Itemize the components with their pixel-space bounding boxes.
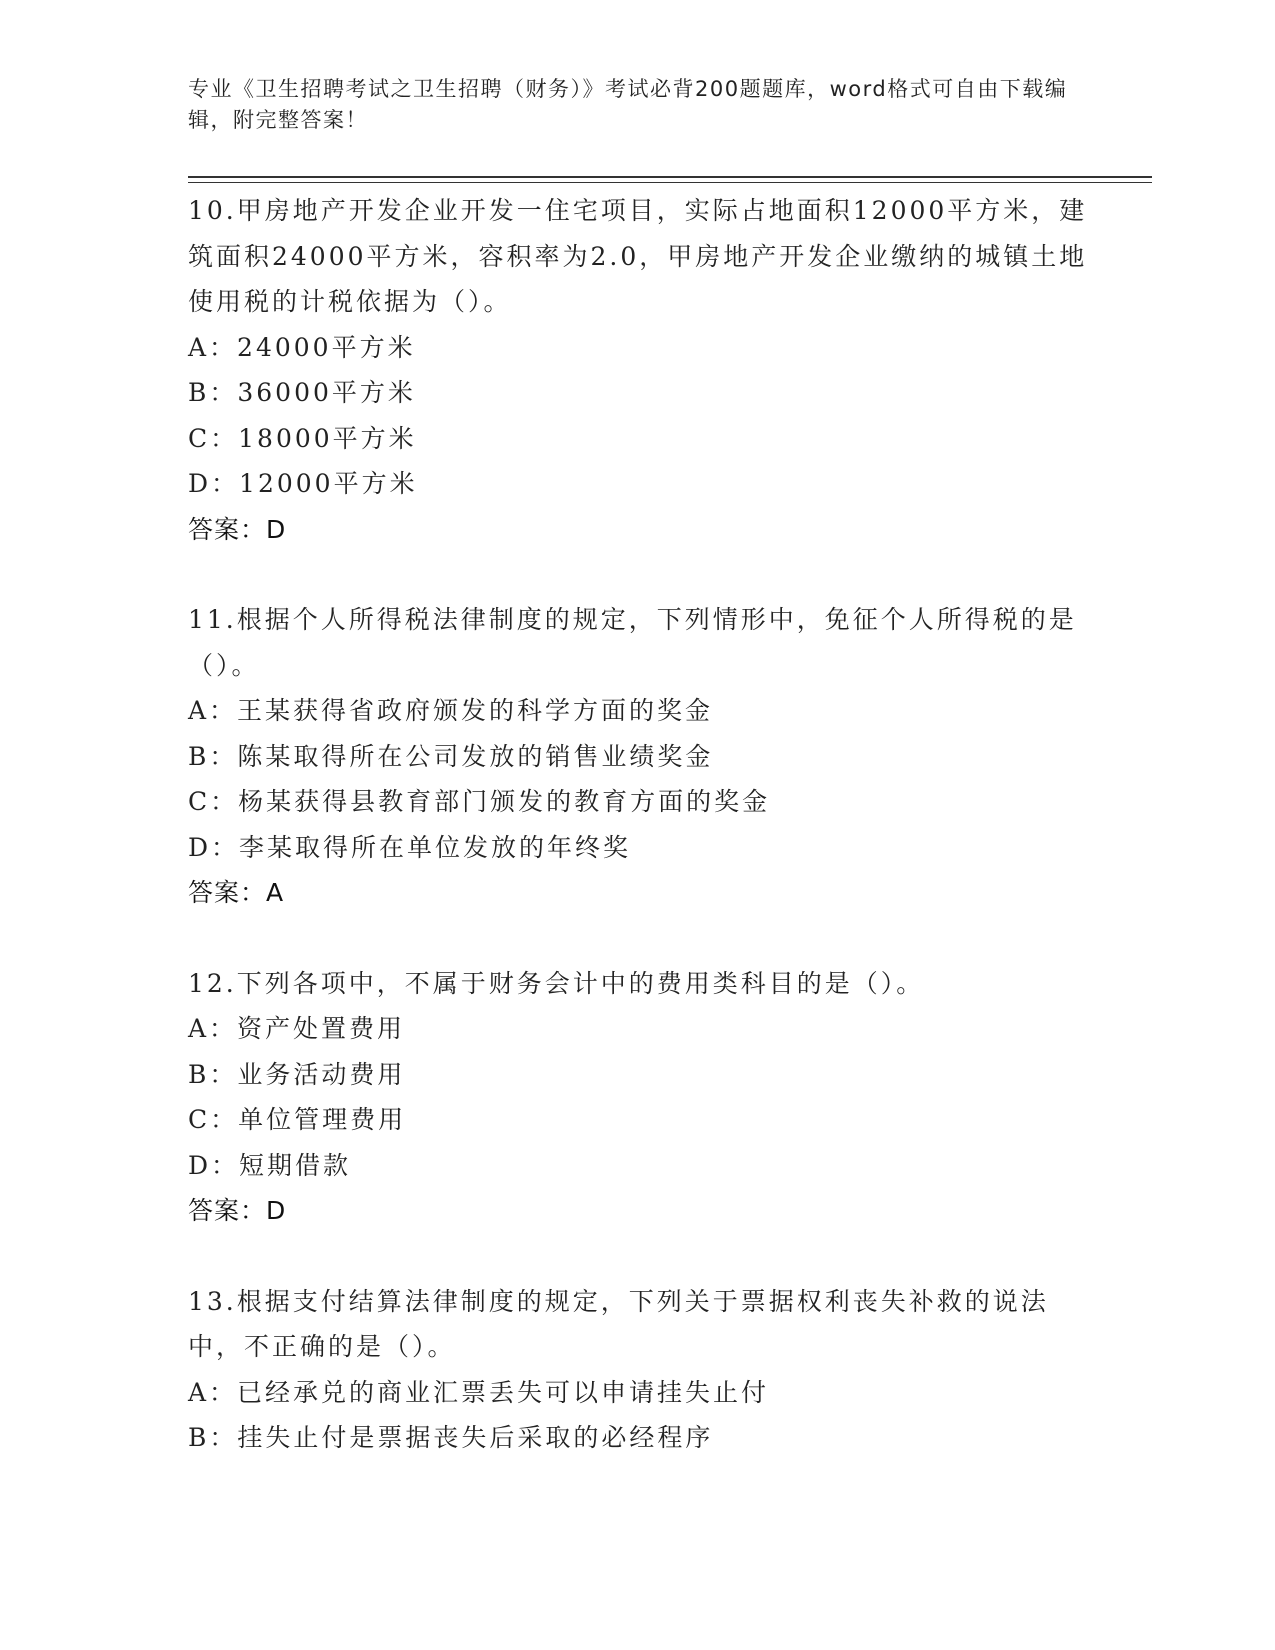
option-b: B：陈某取得所在公司发放的销售业绩奖金 <box>188 741 714 771</box>
question-10 <box>188 188 1088 552</box>
question-12 <box>188 961 1088 1234</box>
option-a: A：24000平方米 <box>188 332 416 362</box>
option-c: C：单位管理费用 <box>188 1105 407 1134</box>
option-a: A：已经承兑的商业汇票丢失可以申请挂失止付 <box>188 1377 770 1407</box>
option-a: A：王某获得省政府颁发的科学方面的奖金 <box>188 696 714 725</box>
option-b: B：36000平方米 <box>188 378 416 407</box>
option-a: A：资产处置费用 <box>188 1014 406 1043</box>
question-11 <box>188 597 1088 916</box>
answer-line: 答案：A <box>188 878 285 907</box>
question-13 <box>188 1279 1088 1461</box>
question-text: 11.根据个人所得税法律制度的规定，下列情形中，免征个人所得税的是（）。 <box>188 605 1077 680</box>
question-text: 13.根据支付结算法律制度的规定，下列关于票据权利丧失补救的说法中，不正确的是（）。 <box>188 1286 1049 1361</box>
header-rule-thin <box>188 182 1152 183</box>
answer-line: 答案：D <box>188 1196 287 1225</box>
option-c: C：杨某获得县教育部门颁发的教育方面的奖金 <box>188 787 771 816</box>
option-b: B：挂失止付是票据丧失后采取的必经程序 <box>188 1423 714 1452</box>
option-d: D：李某取得所在单位发放的年终奖 <box>188 832 632 862</box>
question-text: 10.甲房地产开发企业开发一住宅项目，实际占地面积12000平方米，建筑面积24000平方米，容积率为2.0，甲房地产开发企业缴纳的城镇土地使用税的计税依据为（）。 <box>188 196 1088 316</box>
option-b: B：业务活动费用 <box>188 1059 406 1089</box>
option-d: D：短期借款 <box>188 1150 352 1180</box>
option-c: C：18000平方米 <box>188 423 417 453</box>
header-rule-thick <box>188 176 1152 178</box>
question-text: 12.下列各项中，不属于财务会计中的费用类科目的是（）。 <box>188 968 925 998</box>
question-list <box>188 188 1088 1461</box>
document-header: 专业《卫生招聘考试之卫生招聘（财务）》考试必背200题题库，word格式可自由下载编辑，附完整答案！ <box>188 77 1068 132</box>
answer-line: 答案：D <box>188 514 287 544</box>
option-d: D：12000平方米 <box>188 469 418 498</box>
